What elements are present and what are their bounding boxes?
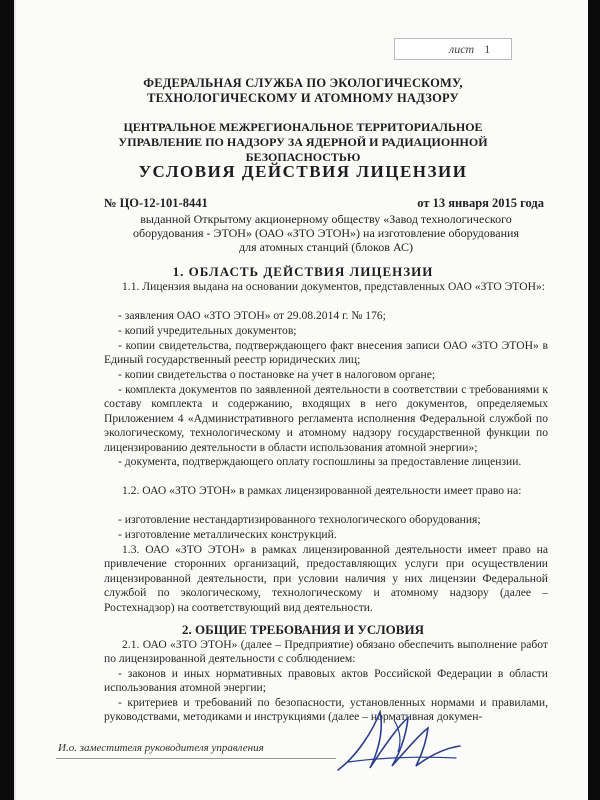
issued-to: выданной Открытому акционерному обществу «Завод технологического оборудования - ЭТОН» (ОАО «ЗТО ЭТОН») на изготовление оборудования для атомных станций (блоков АС) bbox=[133, 212, 519, 254]
paragraph-1-2: 1.2. ОАО «ЗТО ЭТОН» в рамках лицензированной деятельности имеет право на: bbox=[122, 484, 522, 497]
paragraph-2-1: 2.1. ОАО «ЗТО ЭТОН» (далее – Предприятие) обязано обеспечить выполнение работ по лицензированной деятельности с соблюдением: bbox=[104, 638, 548, 666]
list-item: - копии свидетельства о постановке на учет в налоговом органе; bbox=[118, 368, 436, 381]
license-number: № ЦО-12-101-8441 bbox=[104, 196, 208, 210]
handwritten-signature bbox=[328, 700, 468, 780]
section-2-title: 2. ОБЩИЕ ТРЕБОВАНИЯ И УСЛОВИЯ bbox=[182, 622, 424, 637]
department-name: ЦЕНТРАЛЬНОЕ МЕЖРЕГИОНАЛЬНОЕ ТЕРРИТОРИАЛЬНОЕ УПРАВЛЕНИЕ ПО НАДЗОРУ ЗА ЯДЕРНОЙ И РАДИАЦИОННОЙ БЕЗОПАСНОСТЬЮ bbox=[118, 120, 488, 164]
list-item: - копии свидетельства, подтверждающего факт внесения записи ОАО «ЗТО ЭТОН» в Единый государственный реестр юридических лиц; bbox=[104, 339, 548, 367]
footer-divider bbox=[56, 758, 336, 759]
list-item: - документа, подтверждающего оплату госпошлины за предоставление лицензии. bbox=[118, 455, 522, 468]
sheet-number-box bbox=[394, 38, 512, 60]
list-item: - законов и иных нормативных правовых актов Российской Федерации в области использования атомной энергии; bbox=[104, 667, 548, 695]
sheet-label: лист bbox=[449, 41, 475, 56]
list-item: - критериев и требований по безопасности, установленных нормами и правилами, руководствами, методиками и инструкциями (далее – нормативная докумен- bbox=[104, 696, 548, 724]
list-item: - заявления ОАО «ЗТО ЭТОН» от 29.08.2014 г. № 176; bbox=[118, 309, 386, 322]
document-page bbox=[14, 0, 588, 800]
list-item: - изготовление металлических конструкций. bbox=[118, 528, 337, 541]
list-item: - копий учредительных документов; bbox=[118, 324, 297, 337]
paragraph-1-3: 1.3. ОАО «ЗТО ЭТОН» в рамках лицензированной деятельности имеет право на привлечение сторонних организаций, предоставляющих услуги при осуществлении лицензированной деятельности, при условии наличия у них лицензии Федеральной службой по экологическому, технологическому и атомному надзору (далее – Ростехнадзор) на соответствующий вид деятельности. bbox=[104, 543, 548, 614]
agency-name: ФЕДЕРАЛЬНАЯ СЛУЖБА ПО ЭКОЛОГИЧЕСКОМУ, ТЕХНОЛОГИЧЕСКОМУ И АТОМНОМУ НАДЗОРУ bbox=[143, 76, 463, 105]
document-title: УСЛОВИЯ ДЕЙСТВИЯ ЛИЦЕНЗИИ bbox=[138, 162, 468, 181]
list-item: - изготовление нестандартизированного технологического оборудования; bbox=[118, 513, 481, 526]
signatory-title: И.о. заместителя руководителя управления bbox=[58, 742, 264, 754]
license-number-line bbox=[104, 196, 544, 211]
list-item: - комплекта документов по заявленной деятельности в соответствии с требованиями к составу комплекта и содержанию, входящих в него документов, определяемых Приложением 4 «Административного регламента исполнения Федеральной службой по экологическому, технологическому и атомному надзору государственной функции по лицензированию деятельности в области использования атомной энергии»; bbox=[104, 383, 548, 454]
section-1-title: 1. ОБЛАСТЬ ДЕЙСТВИЯ ЛИЦЕНЗИИ bbox=[172, 264, 434, 279]
sheet-number: 1 bbox=[484, 41, 491, 56]
paragraph-1-1: 1.1. Лицензия выдана на основании документов, представленных ОАО «ЗТО ЭТОН»: bbox=[122, 280, 545, 293]
license-date: от 13 января 2015 года bbox=[417, 196, 544, 210]
